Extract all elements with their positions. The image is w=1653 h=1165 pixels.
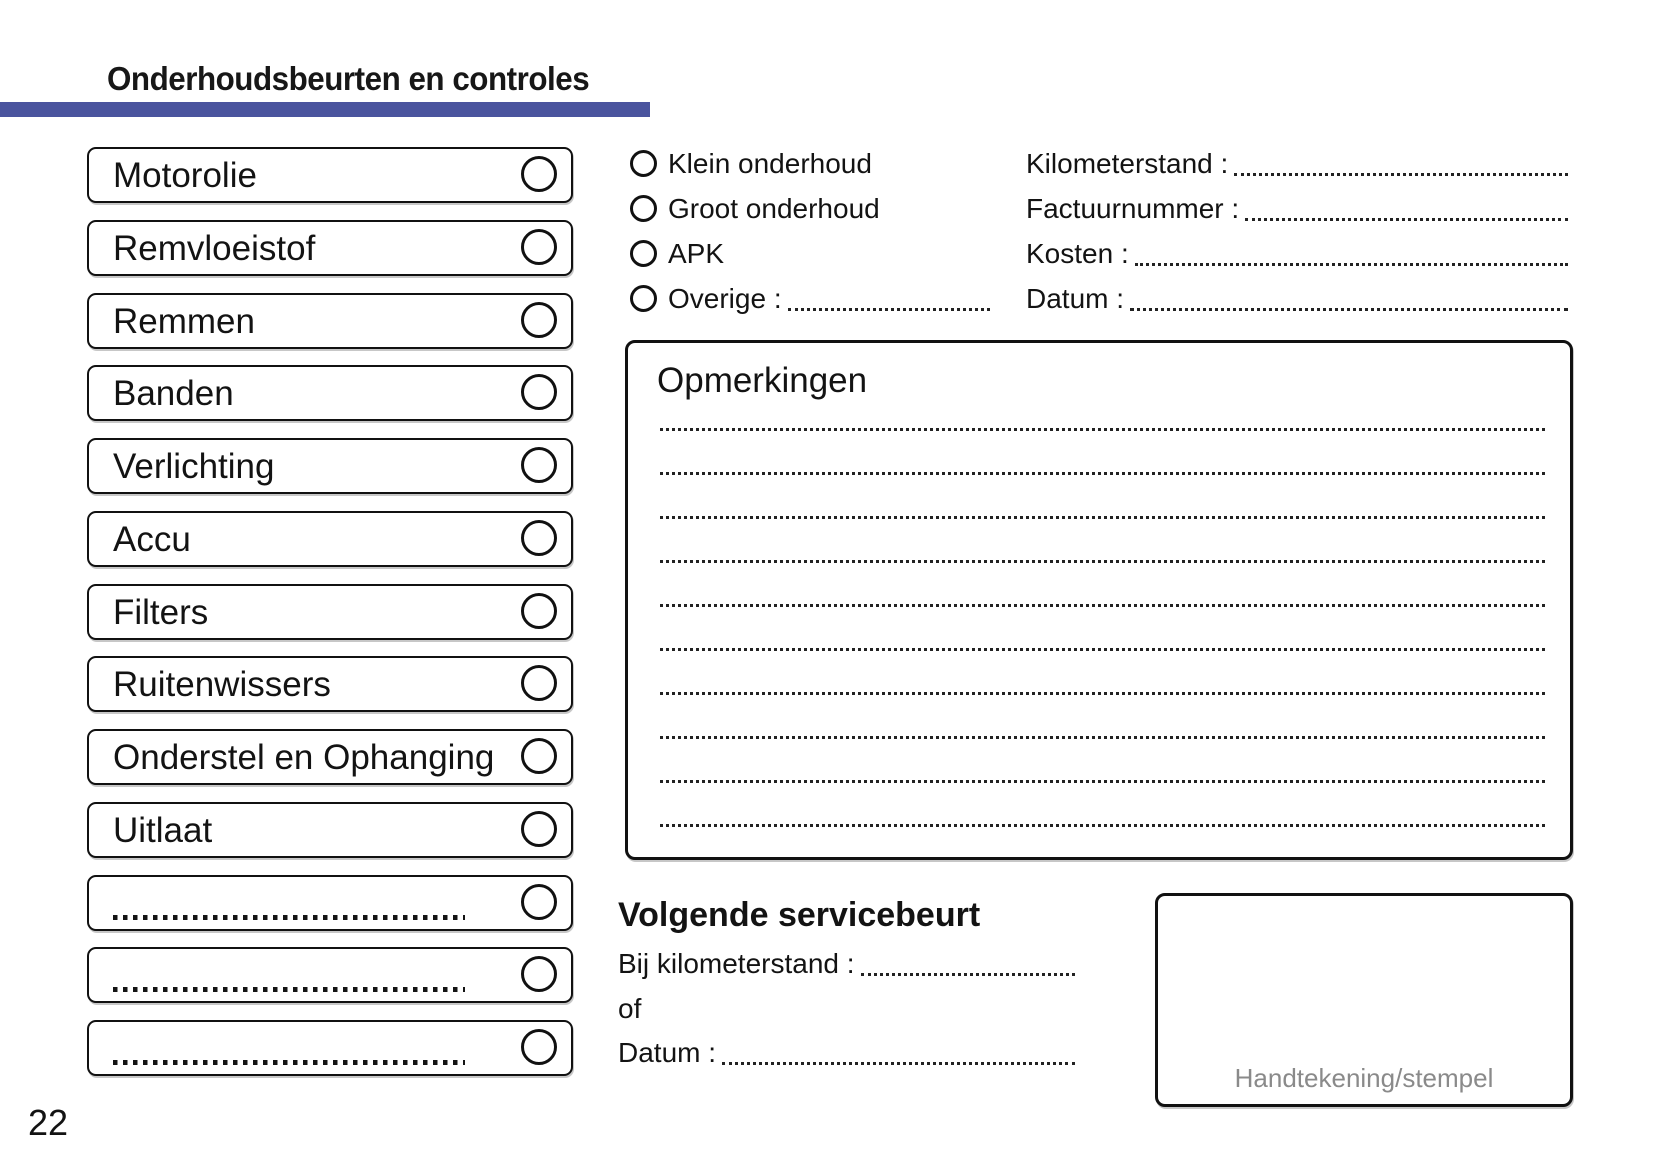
checklist-item (87, 1020, 573, 1076)
checklist-item-label: Onderstel en Ophanging (113, 738, 495, 777)
remarks-dotted-line[interactable] (660, 780, 1545, 783)
remarks-title: Opmerkingen (657, 361, 868, 400)
fill-in-dotted-line[interactable] (1135, 263, 1568, 266)
invoice-field-label: Kosten : (1026, 237, 1129, 269)
check-circle[interactable] (521, 738, 557, 774)
remarks-dotted-line[interactable] (660, 604, 1545, 607)
remarks-dotted-line[interactable] (660, 736, 1545, 739)
checklist-item-label: Banden (113, 374, 234, 413)
title-underline-bar (0, 102, 650, 117)
invoice-field-label: Datum : (1026, 282, 1125, 314)
blank-item-dotted-line[interactable] (113, 1060, 465, 1065)
check-circle[interactable] (521, 593, 557, 629)
service-type-row (630, 231, 990, 276)
check-circle[interactable] (521, 884, 557, 920)
service-type-label: Klein onderhoud (668, 147, 872, 179)
next-service-label: of (618, 992, 642, 1024)
checklist-item (87, 365, 573, 421)
service-type-label: APK (668, 237, 725, 269)
checklist-item-label: Motorolie (113, 156, 257, 195)
checklist-item-label: Accu (113, 520, 191, 559)
fill-in-dotted-line[interactable] (788, 308, 990, 311)
fill-in-dotted-line[interactable] (1234, 173, 1568, 176)
check-circle[interactable] (521, 665, 557, 701)
service-type-row (630, 186, 990, 231)
checklist-item (87, 656, 573, 712)
blank-item-dotted-line[interactable] (113, 987, 465, 992)
checklist-item (87, 511, 573, 567)
checklist-item-label: Uitlaat (113, 811, 213, 850)
service-type-row (630, 276, 990, 321)
fill-in-dotted-line[interactable] (722, 1062, 1075, 1065)
check-circle[interactable] (521, 811, 557, 847)
check-circle[interactable] (521, 956, 557, 992)
checklist-item (87, 947, 573, 1003)
checklist-item-label: Filters (113, 593, 209, 632)
fill-in-dotted-line[interactable] (1245, 218, 1568, 221)
fill-in-dotted-line[interactable] (1130, 308, 1568, 311)
check-circle[interactable] (521, 229, 557, 265)
checklist-item-label: Ruitenwissers (113, 665, 331, 704)
fill-in-dotted-line[interactable] (861, 973, 1075, 976)
radio-circle[interactable] (630, 285, 657, 312)
remarks-dotted-line[interactable] (660, 560, 1545, 563)
next-service-label: Datum : (618, 1037, 717, 1068)
service-type-label: Groot onderhoud (668, 192, 880, 224)
checklist-item-label: Verlichting (113, 447, 275, 486)
signature-label: Handtekening/stempel (1234, 1063, 1494, 1093)
radio-circle[interactable] (630, 195, 657, 222)
checklist-item (87, 293, 573, 349)
next-service-row (618, 1030, 1075, 1075)
page-title: Onderhoudsbeurten en controles (107, 60, 590, 97)
invoice-field-label: Factuurnummer : (1026, 192, 1240, 224)
invoice-field-row (1026, 186, 1568, 231)
next-service-row (618, 986, 1075, 1031)
checklist-item-label: Remvloeistof (113, 229, 316, 268)
check-circle[interactable] (521, 1029, 557, 1065)
blank-item-dotted-line[interactable] (113, 915, 465, 920)
checklist-item-label: Remmen (113, 302, 255, 341)
service-type-label: Overige : (668, 282, 782, 314)
invoice-field-label: Kilometerstand : (1026, 147, 1229, 179)
remarks-dotted-line[interactable] (660, 516, 1545, 519)
check-circle[interactable] (521, 374, 557, 410)
invoice-field-row (1026, 231, 1568, 276)
radio-circle[interactable] (630, 240, 657, 267)
remarks-dotted-line[interactable] (660, 428, 1545, 431)
checklist-item (87, 438, 573, 494)
radio-circle[interactable] (630, 150, 657, 177)
check-circle[interactable] (521, 447, 557, 483)
invoice-field-row (1026, 276, 1568, 321)
checklist-item (87, 220, 573, 276)
invoice-field-row (1026, 141, 1568, 186)
next-service-label: Bij kilometerstand : (618, 948, 855, 979)
check-circle[interactable] (521, 520, 557, 556)
next-service-row (618, 941, 1075, 986)
remarks-box[interactable] (625, 340, 1573, 860)
checklist-item (87, 802, 573, 858)
check-circle[interactable] (521, 156, 557, 192)
checklist-item (87, 147, 573, 203)
check-circle[interactable] (521, 302, 557, 338)
remarks-dotted-line[interactable] (660, 472, 1545, 475)
signature-box[interactable] (1155, 893, 1573, 1107)
remarks-dotted-line[interactable] (660, 692, 1545, 695)
page-number: 22 (28, 1102, 69, 1143)
next-service-heading: Volgende servicebeurt (618, 896, 981, 934)
remarks-dotted-line[interactable] (660, 824, 1545, 827)
service-type-row (630, 141, 990, 186)
checklist-item (87, 875, 573, 931)
checklist-item (87, 729, 573, 785)
remarks-dotted-line[interactable] (660, 648, 1545, 651)
checklist-item (87, 584, 573, 640)
